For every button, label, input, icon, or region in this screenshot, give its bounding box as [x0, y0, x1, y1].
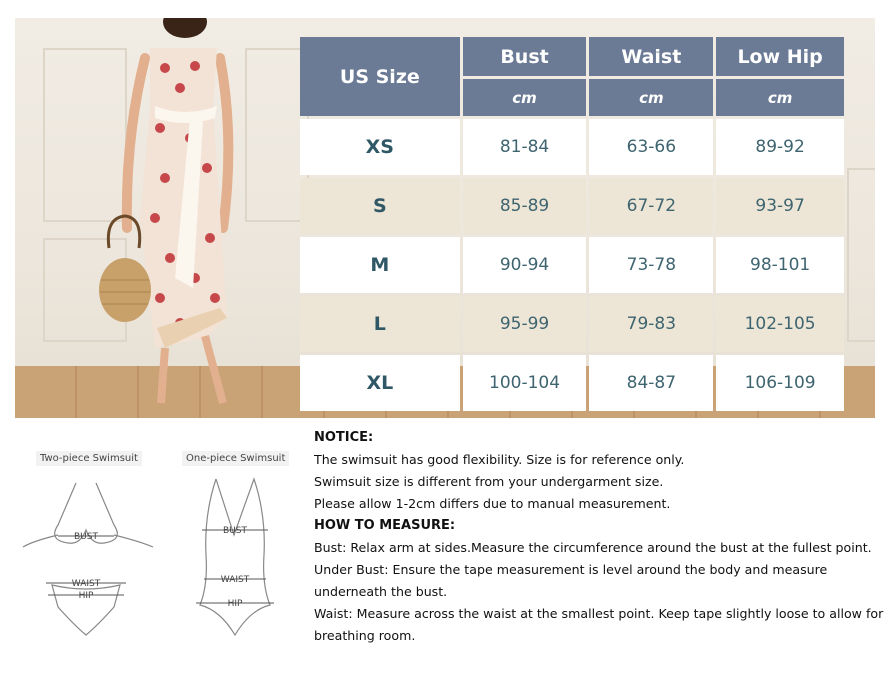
waist-value: 79-83 [589, 296, 713, 352]
hip-value: 106-109 [716, 355, 844, 411]
notes-section [314, 427, 884, 647]
how-to-heading: HOW TO MEASURE: [314, 518, 456, 533]
unit-waist: cm [589, 79, 713, 116]
notice-line: The swimsuit has good flexibility. Size is for reference only. [314, 452, 685, 467]
header-bust: Bust [463, 37, 587, 76]
wall-panel [847, 168, 875, 342]
bust-value: 81-84 [463, 119, 587, 175]
how-to-line: Bust: Relax arm at sides.Measure the circumference around the bust at the fullest point. [314, 540, 872, 555]
table-row [300, 119, 844, 175]
two-piece-hip-label: HIP [78, 591, 94, 601]
waist-value: 73-78 [589, 237, 713, 293]
two-piece-waist-label: WAIST [71, 579, 101, 589]
size-label: M [300, 237, 460, 293]
one-piece-hip-label: HIP [227, 599, 243, 609]
model-figure [95, 18, 295, 418]
how-to-line: Under Bust: Ensure the tape measurement is level around the body and measure underneath the bust. [314, 562, 828, 599]
hip-value: 93-97 [716, 178, 844, 234]
two-piece-title: Two-piece Swimsuit [36, 451, 142, 466]
hip-value: 89-92 [716, 119, 844, 175]
bust-value: 100-104 [463, 355, 587, 411]
table-row [300, 355, 844, 411]
one-piece-diagram [190, 475, 280, 640]
how-to-line: Waist: Measure across the waist at the smallest point. Keep tape slightly loose to allow for breathing room. [314, 606, 884, 643]
size-label: XS [300, 119, 460, 175]
bust-value: 85-89 [463, 178, 587, 234]
one-piece-title: One-piece Swimsuit [182, 451, 289, 466]
waist-value: 63-66 [589, 119, 713, 175]
one-piece-waist-label: WAIST [220, 575, 250, 585]
notice-line: Please allow 1-2cm differs due to manual measurement. [314, 496, 671, 511]
hip-value: 102-105 [716, 296, 844, 352]
size-label: L [300, 296, 460, 352]
notice-line: Swimsuit size is different from your undergarment size. [314, 474, 664, 489]
bust-value: 95-99 [463, 296, 587, 352]
size-label: S [300, 178, 460, 234]
size-table [297, 34, 847, 414]
notice-heading: NOTICE: [314, 430, 374, 445]
table-row [300, 237, 844, 293]
size-label: XL [300, 355, 460, 411]
header-low-hip: Low Hip [716, 37, 844, 76]
two-piece-diagram [18, 475, 158, 640]
hip-value: 98-101 [716, 237, 844, 293]
unit-hip: cm [716, 79, 844, 116]
waist-value: 67-72 [589, 178, 713, 234]
table-row [300, 178, 844, 234]
waist-value: 84-87 [589, 355, 713, 411]
header-waist: Waist [589, 37, 713, 76]
bust-value: 90-94 [463, 237, 587, 293]
two-piece-bust-label: BUST [74, 532, 98, 542]
header-us-size: US Size [300, 37, 460, 116]
table-row [300, 296, 844, 352]
unit-bust: cm [463, 79, 587, 116]
one-piece-bust-label: BUST [223, 526, 247, 536]
